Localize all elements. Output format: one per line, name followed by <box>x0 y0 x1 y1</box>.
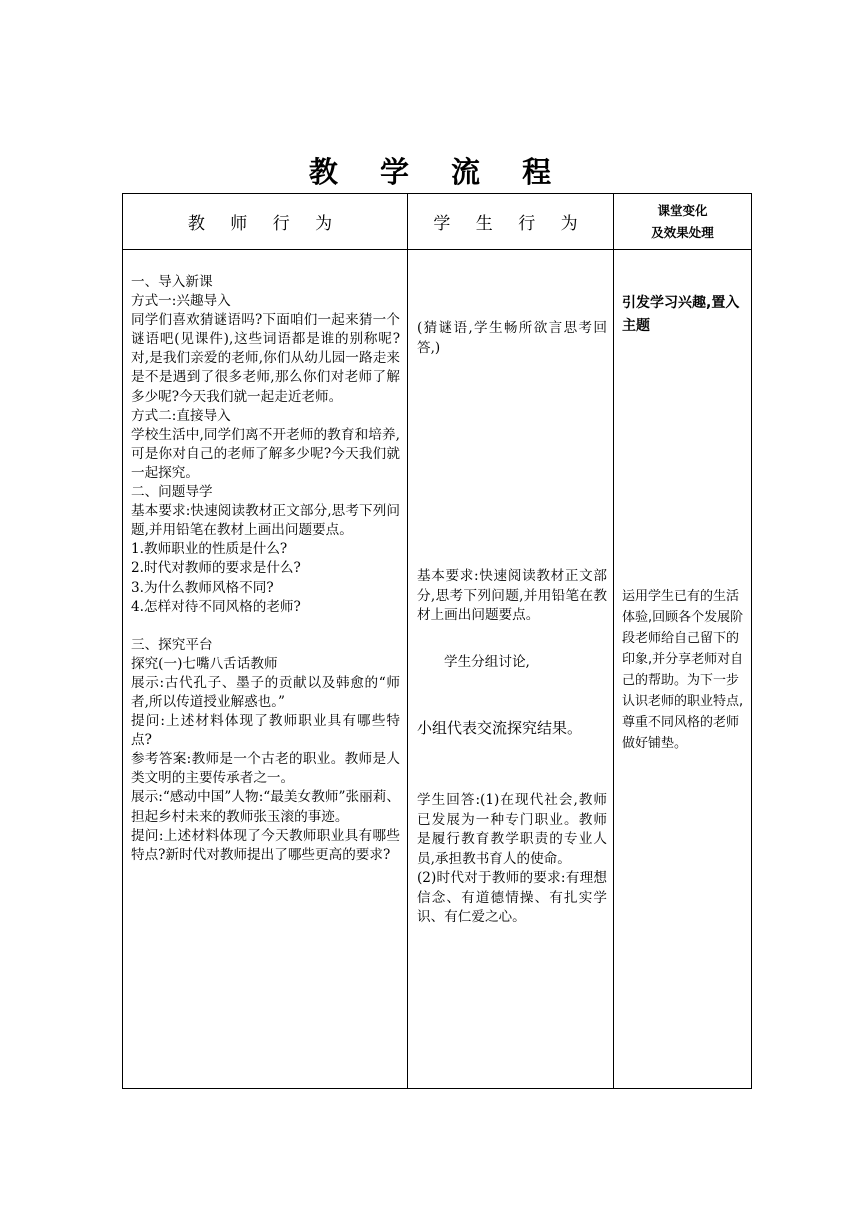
teacher-line: 同学们喜欢猜谜语吗?下面咱们一起来猜一个谜语吧(见课件),这些词语都是谁的别称呢?对,是我们亲爱的老师,你们从幼儿园一路走来是不是遇到了很多老师,那么你们对老师了解多少呢?今天我们就一起走近老师。 <box>131 312 400 405</box>
teacher-line: 提问:上述材料体现了教师职业具有哪些特点? <box>131 713 400 749</box>
teacher-line: 2.时代对教师的要求是什么? <box>131 560 301 577</box>
effect-interest-text: 引发学习兴趣,置入主题 <box>622 295 740 334</box>
student-answer-1: 学生回答:(1)在现代社会,教师已发展为一种专门职业。教师是履行教育教学职责的专业人员,承担教书育人的使命。 <box>417 792 607 867</box>
teacher-line: 基本要求:快速阅读教材正文部分,思考下列问题,并用铅笔在教材上画出问题要点。 <box>131 503 400 539</box>
table-header-row <box>123 194 752 250</box>
effect-header-line2: 及效果处理 <box>651 224 714 240</box>
teacher-line: 二、问题导学 <box>131 484 213 501</box>
teacher-line: 一、导入新课 <box>131 274 213 290</box>
spacer <box>131 617 400 636</box>
teacher-line: 参考答案:教师是一个古老的职业。教师是人类文明的主要传承者之一。 <box>131 751 400 787</box>
teacher-header-label: 教 师 行 为 <box>187 214 343 234</box>
teacher-line: 展示:“感动中国”人物:“最美女教师”张丽莉、担起乡村未来的教师张玉滚的事迹。 <box>131 789 400 825</box>
teacher-line: 4.怎样对待不同风格的老师? <box>131 598 301 615</box>
student-answer-2: (2)时代对于教师的要求:有理想信念、有道德情操、有扎实学识、有仁爱之心。 <box>417 870 607 925</box>
page-title: 教 学 流 程 <box>308 155 568 189</box>
student-answer-block <box>417 791 607 928</box>
teacher-line: 学校生活中,同学们离不开老师的教育和培养,可是你对自己的老师了解多少呢?今天我们就一起探究。 <box>131 426 400 481</box>
teacher-line: 提问:上述材料体现了今天教师职业具有哪些特点?新时代对教师提出了哪些更高的要求? <box>131 827 400 863</box>
effect-experience-text: 运用学生已有的生活体验,回顾各个发展阶段老师给自己留下的印象,并分享老师对自己的帮助。为下一步认识老师的职业特点,尊重不同风格的老师做好铺垫。 <box>622 589 744 751</box>
student-guess-text: (猜谜语,学生畅所欲言思考回答,) <box>417 320 607 356</box>
student-requirement-text: 基本要求:快速阅读教材正文部分,思考下列问题,并用铅笔在教材上画出问题要点。 <box>417 568 607 623</box>
teacher-line: 三、探究平台 <box>131 636 213 653</box>
table-body-row <box>123 250 752 1089</box>
teacher-header <box>123 194 408 250</box>
student-header <box>408 194 614 250</box>
student-discussion-text: 学生分组讨论, <box>444 654 530 670</box>
student-header-label: 学 生 行 为 <box>433 214 588 234</box>
teaching-flow-table <box>122 193 752 1089</box>
effect-header <box>614 194 752 250</box>
teacher-line: 探究(一)七嘴八舌话教师 <box>131 655 278 672</box>
teacher-line: 方式一:兴趣导入 <box>131 293 231 310</box>
teacher-line: 3.为什么教师风格不同? <box>131 579 274 596</box>
teacher-line: 1.教师职业的性质是什么? <box>131 541 288 558</box>
teacher-line: 展示:古代孔子、墨子的贡献以及韩愈的“师者,所以传道授业解惑也。” <box>131 674 400 710</box>
student-report-text: 小组代表交流探究结果。 <box>417 719 583 737</box>
effect-cell <box>614 250 752 1089</box>
effect-header-line1: 课堂变化 <box>657 202 708 218</box>
teacher-behavior-text <box>123 250 407 865</box>
student-cell <box>408 250 614 1089</box>
teacher-line: 方式二:直接导入 <box>131 407 231 424</box>
teacher-cell <box>123 250 408 1089</box>
